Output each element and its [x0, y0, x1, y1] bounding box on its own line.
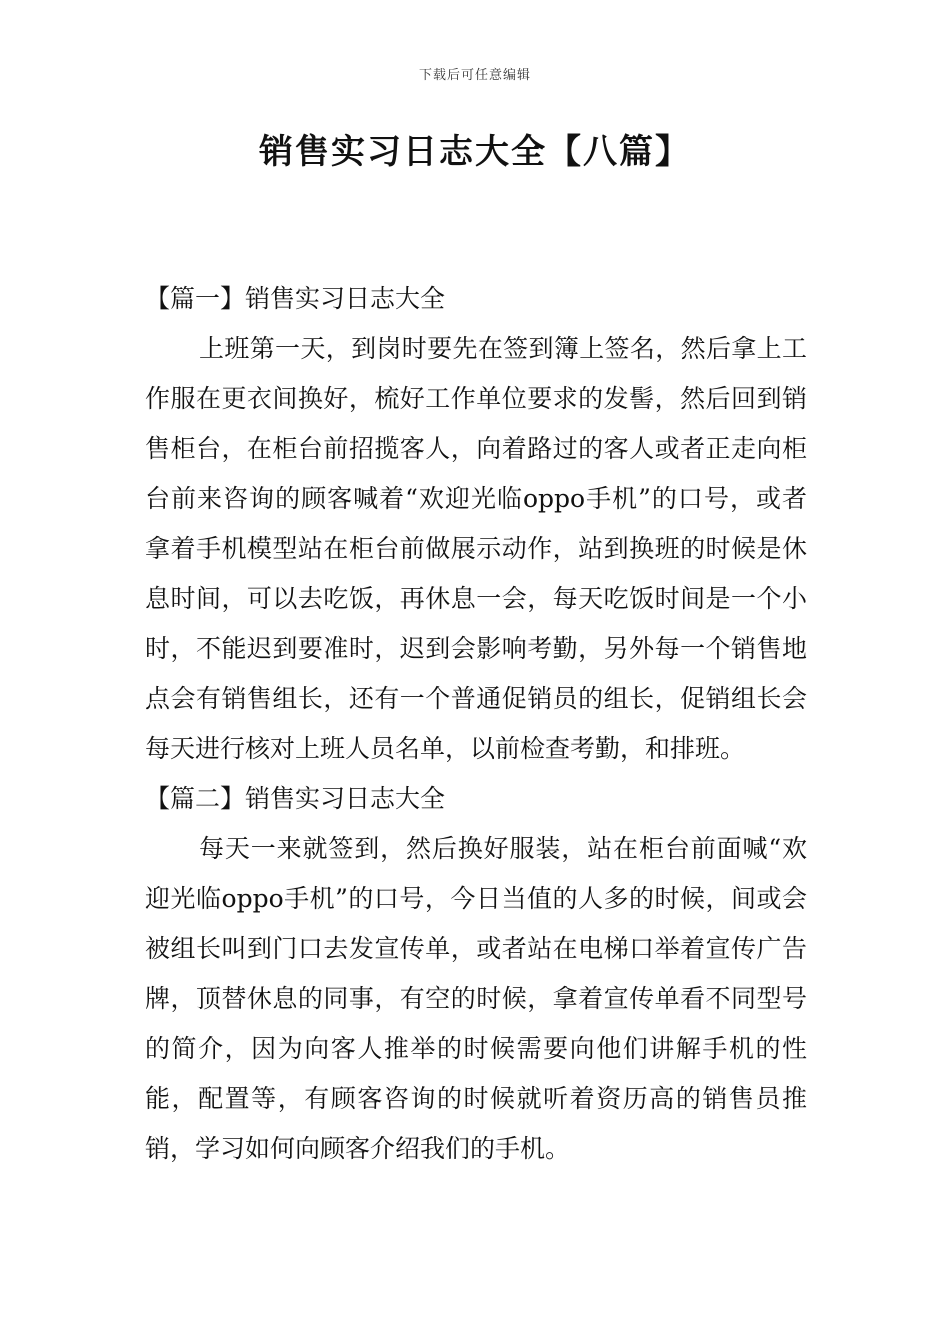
document-title: 销售实习日志大全【八篇】: [259, 132, 691, 172]
section-heading: 【篇一】销售实习日志大全: [145, 284, 446, 313]
section-paragraph: 每天一来就签到，然后换好服装，站在柜台前面喊“欢迎光临oppo手机”的口号，今日当值的人多的时候，间或会被组长叫到门口去发宣传单，或者站在电梯口举着宣传广告牌，顶替休息的同事，有空的时候，拿着宣传单看不同型号的简介，因为向客人推举的时候需要向他们讲解手机的性能，配置等，有顾客咨询的时候就听着资历高的销售员推销，学习如何向顾客介绍我们的手机。: [145, 834, 807, 1163]
section-1: [145, 274, 807, 774]
section-heading: 【篇二】销售实习日志大全: [145, 784, 446, 813]
section-2: [145, 774, 807, 1174]
document-body: [145, 274, 807, 1174]
section-paragraph: 上班第一天，到岗时要先在签到簿上签名，然后拿上工作服在更衣间换好，梳好工作单位要求的发髻，然后回到销售柜台，在柜台前招揽客人，向着路过的客人或者正走向柜台前来咨询的顾客喊着“欢迎光临oppo手机”的口号，或者拿着手机模型站在柜台前做展示动作，站到换班的时候是休息时间，可以去吃饭，再休息一会，每天吃饭时间是一个小时，不能迟到要准时，迟到会影响考勤，另外每一个销售地点会有销售组长，还有一个普通促销员的组长，促销组长会每天进行核对上班人员名单，以前检查考勤，和排班。: [145, 334, 807, 763]
header-note: 下载后可任意编辑: [418, 68, 531, 83]
